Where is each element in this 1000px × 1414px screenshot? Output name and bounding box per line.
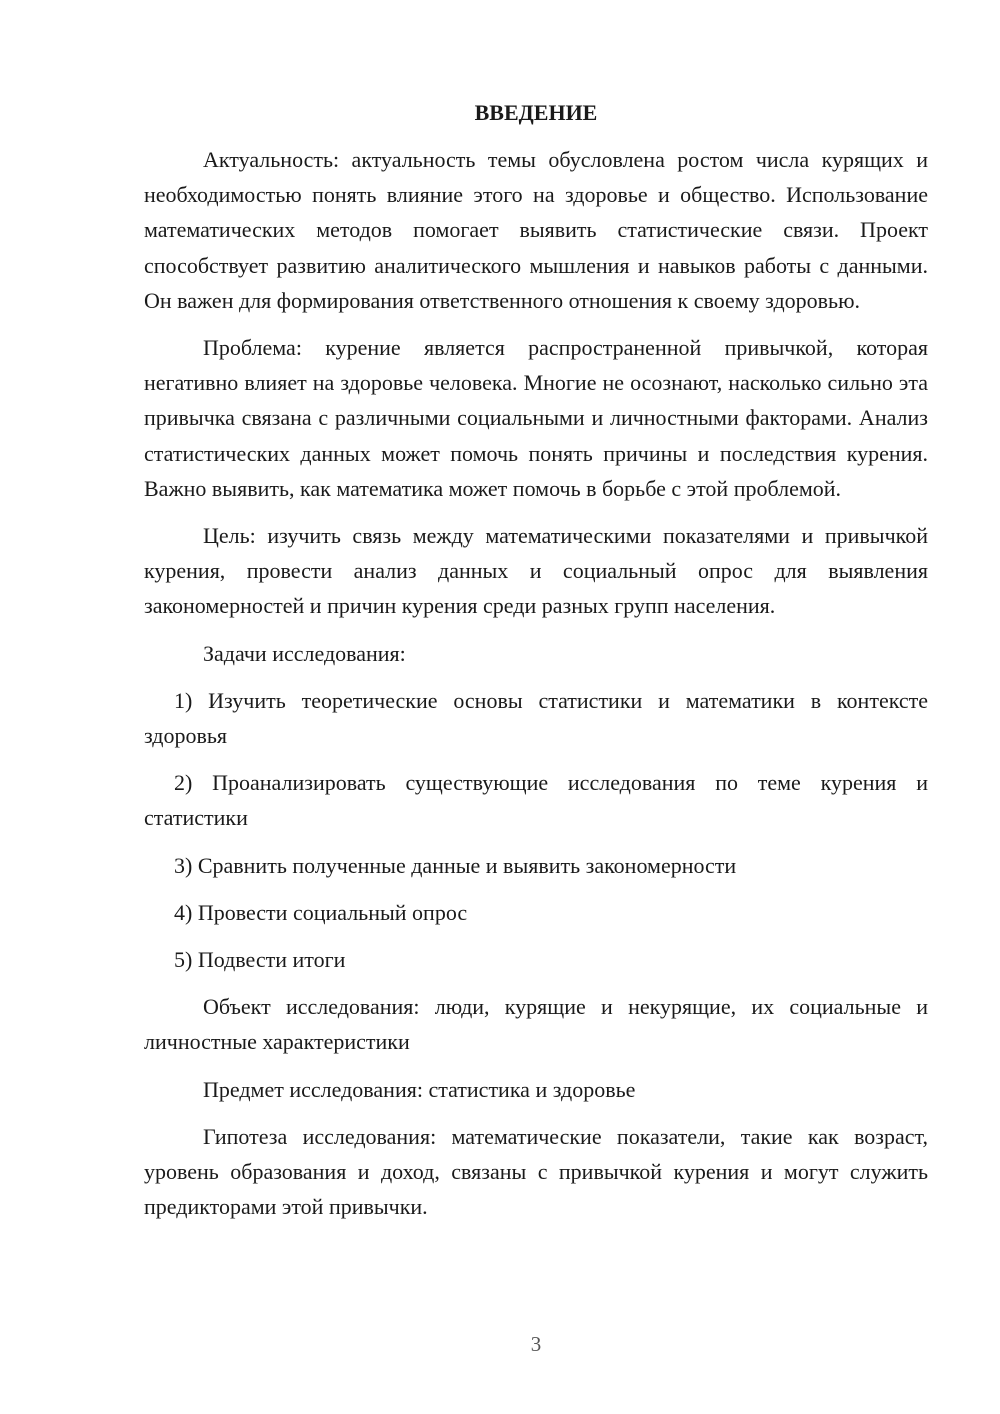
list-item-task-4: 4) Провести социальный опрос [174, 899, 468, 925]
paragraph-hypothesis: Гипотеза исследования: математические показатели, такие как возраст, уровень образования и доход, связаны с привычкой курения и могут служить предикторами этой привычки. [144, 1123, 928, 1220]
paragraph-problem: Проблема: курение является распространенной привычкой, которая негативно влияет на здоровье человека. Многие не осознают, насколько сильно эта привычка связана с различными социальными и личностными факторами. Анализ статистических данных может помочь понять причины и последствия курения. Важно выявить, как математика может помочь в борьбе с этой проблемой. [144, 335, 928, 501]
paragraph-object: Объект исследования: люди, курящие и некурящие, их социальные и личностные характеристики [144, 994, 928, 1055]
list-item-task-1: 1) Изучить теоретические основы статистики и математики в контексте здоровья [144, 687, 928, 749]
paragraph-goal: Цель: изучить связь между математическими показателями и привычкой курения, провести анализ данных и социальный опрос для выявления закономерностей и причин курения среди разных групп населения. [144, 523, 928, 619]
paragraph-relevance: Актуальность: актуальность темы обусловлена ростом числа курящих и необходимостью понять влияние этого на здоровье и общество. Использование математических методов помогает выявить статистические связи. Проект способствует развитию аналитического мышления и навыков работы с данными. Он важен для формирования ответственного отношения к своему здоровью. [144, 147, 928, 313]
page-number: 3 [530, 1332, 542, 1356]
list-item-task-3: 3) Сравнить полученные данные и выявить закономерности [174, 852, 737, 878]
page-content [144, 95, 928, 1236]
list-item-task-2: 2) Проанализировать существующие исследования по теме курения и статистики [144, 770, 928, 831]
list-item-task-5: 5) Подвести итоги [174, 947, 346, 973]
paragraph-subject: Предмет исследования: статистика и здоровье [203, 1076, 636, 1102]
page-title: ВВЕДЕНИЕ [474, 100, 598, 125]
tasks-heading: Задачи исследования: [203, 640, 406, 666]
